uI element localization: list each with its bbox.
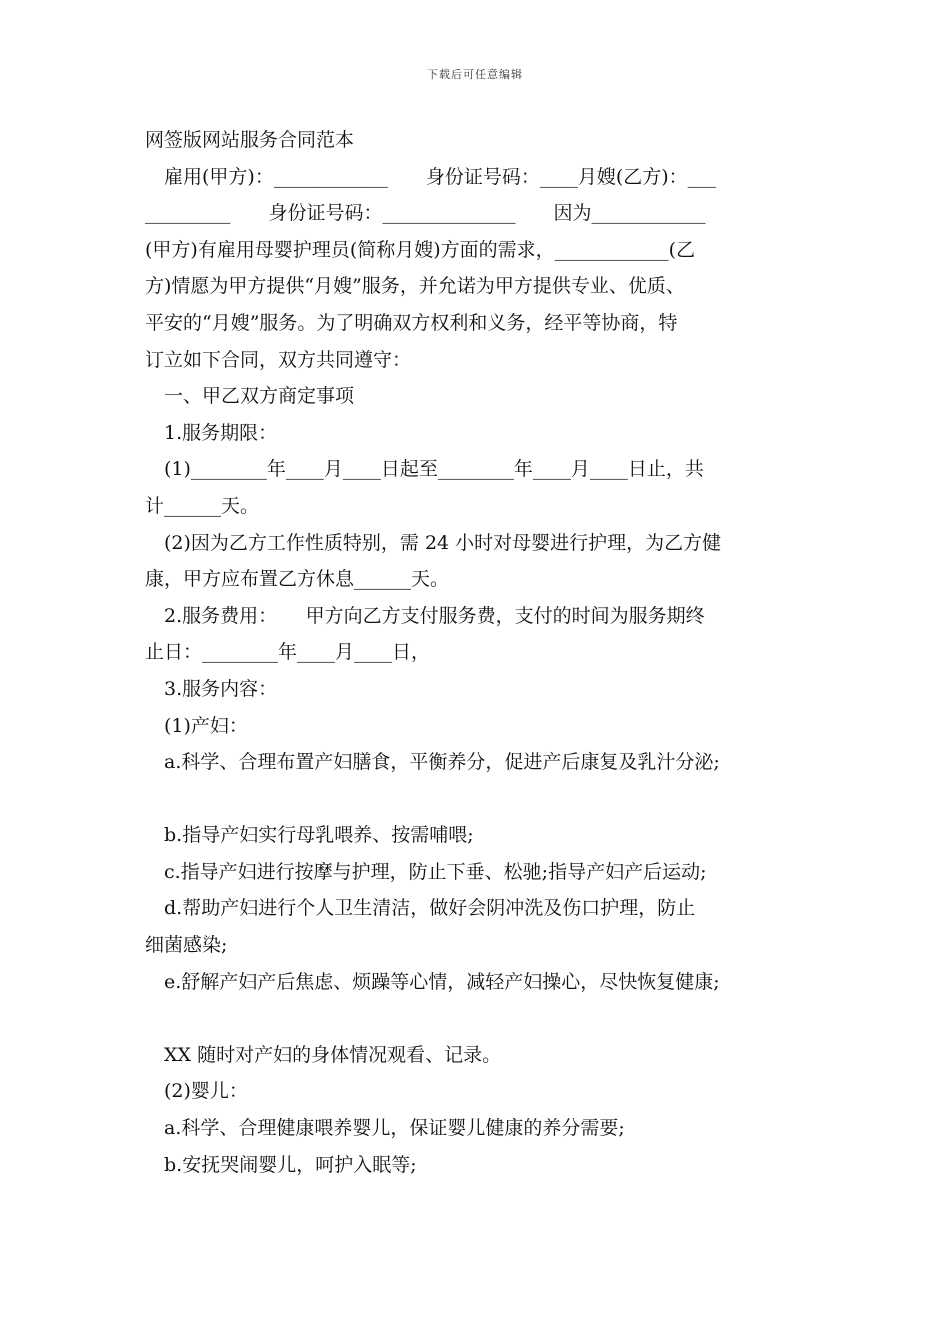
paragraph-line: _________ 身份证号码：______________ 因为____________: [145, 202, 706, 225]
paragraph-line: 2.服务费用： 甲方向乙方支付服务费，支付的时间为服务期终: [164, 604, 705, 627]
blank-line: [145, 781, 809, 818]
paragraph-line: (甲方)有雇用母婴护理员(简称月嫂)方面的需求，____________(乙: [145, 238, 696, 261]
paragraph-line: e.舒解产妇产后焦虑、烦躁等心情，减轻产妇操心，尽快恢复健康;: [164, 970, 720, 993]
contract-document: [145, 122, 809, 1183]
paragraph-line: c.指导产妇进行按摩与护理，防止下垂、松驰;指导产妇产后运动;: [164, 860, 707, 883]
paragraph-line: (1)产妇：: [164, 714, 248, 737]
blank-line: [145, 1000, 809, 1037]
paragraph-line: b.安抚哭闹婴儿，呵护入眠等;: [164, 1153, 417, 1176]
paragraph-line: (2)婴儿：: [164, 1080, 248, 1103]
paragraph-line: 方)情愿为甲方提供“月嫂”服务，并允诺为甲方提供专业、优质、: [145, 275, 685, 298]
paragraph-line: (1)________年____月____日起至________年____月____日止，共: [164, 458, 704, 481]
paragraph-line: 雇用(甲方)：____________ 身份证号码：____月嫂(乙方)：___: [164, 165, 717, 188]
page-header-note: 下载后可任意编辑: [427, 68, 523, 81]
paragraph-line: 细菌感染;: [145, 934, 228, 957]
paragraph-line: XX 随时对产妇的身体情况观看、记录。: [164, 1043, 502, 1066]
document-title: 网签版网站服务合同范本: [145, 129, 355, 151]
paragraph-line: d.帮助产妇进行个人卫生清洁，做好会阴冲洗及伤口护理，防止: [164, 897, 696, 920]
paragraph-line: 平安的“月嫂”服务。为了明确双方权利和义务，经平等协商，特: [145, 311, 678, 334]
paragraph-line: 止日：________年____月____日，: [145, 641, 431, 664]
paragraph-line: 康，甲方应布置乙方休息______天。: [145, 568, 450, 591]
paragraph-line: a.科学、合理健康喂养婴儿，保证婴儿健康的养分需要;: [164, 1117, 625, 1140]
paragraph-line: 3.服务内容：: [164, 677, 278, 700]
paragraph-line: 订立如下合同，双方共同遵守：: [145, 348, 412, 371]
paragraph-line: a.科学、合理布置产妇膳食，平衡养分，促进产后康复及乳汁分泌;: [164, 751, 720, 774]
paragraph-line: 计______天。: [145, 494, 260, 517]
section-heading: 一、甲乙双方商定事项: [164, 385, 355, 408]
paragraph-line: 1.服务期限：: [164, 421, 278, 444]
paragraph-line: (2)因为乙方工作性质特别，需 24 小时对母婴进行护理，为乙方健: [164, 531, 722, 554]
paragraph-line: b.指导产妇实行母乳喂养、按需哺喂;: [164, 824, 474, 847]
